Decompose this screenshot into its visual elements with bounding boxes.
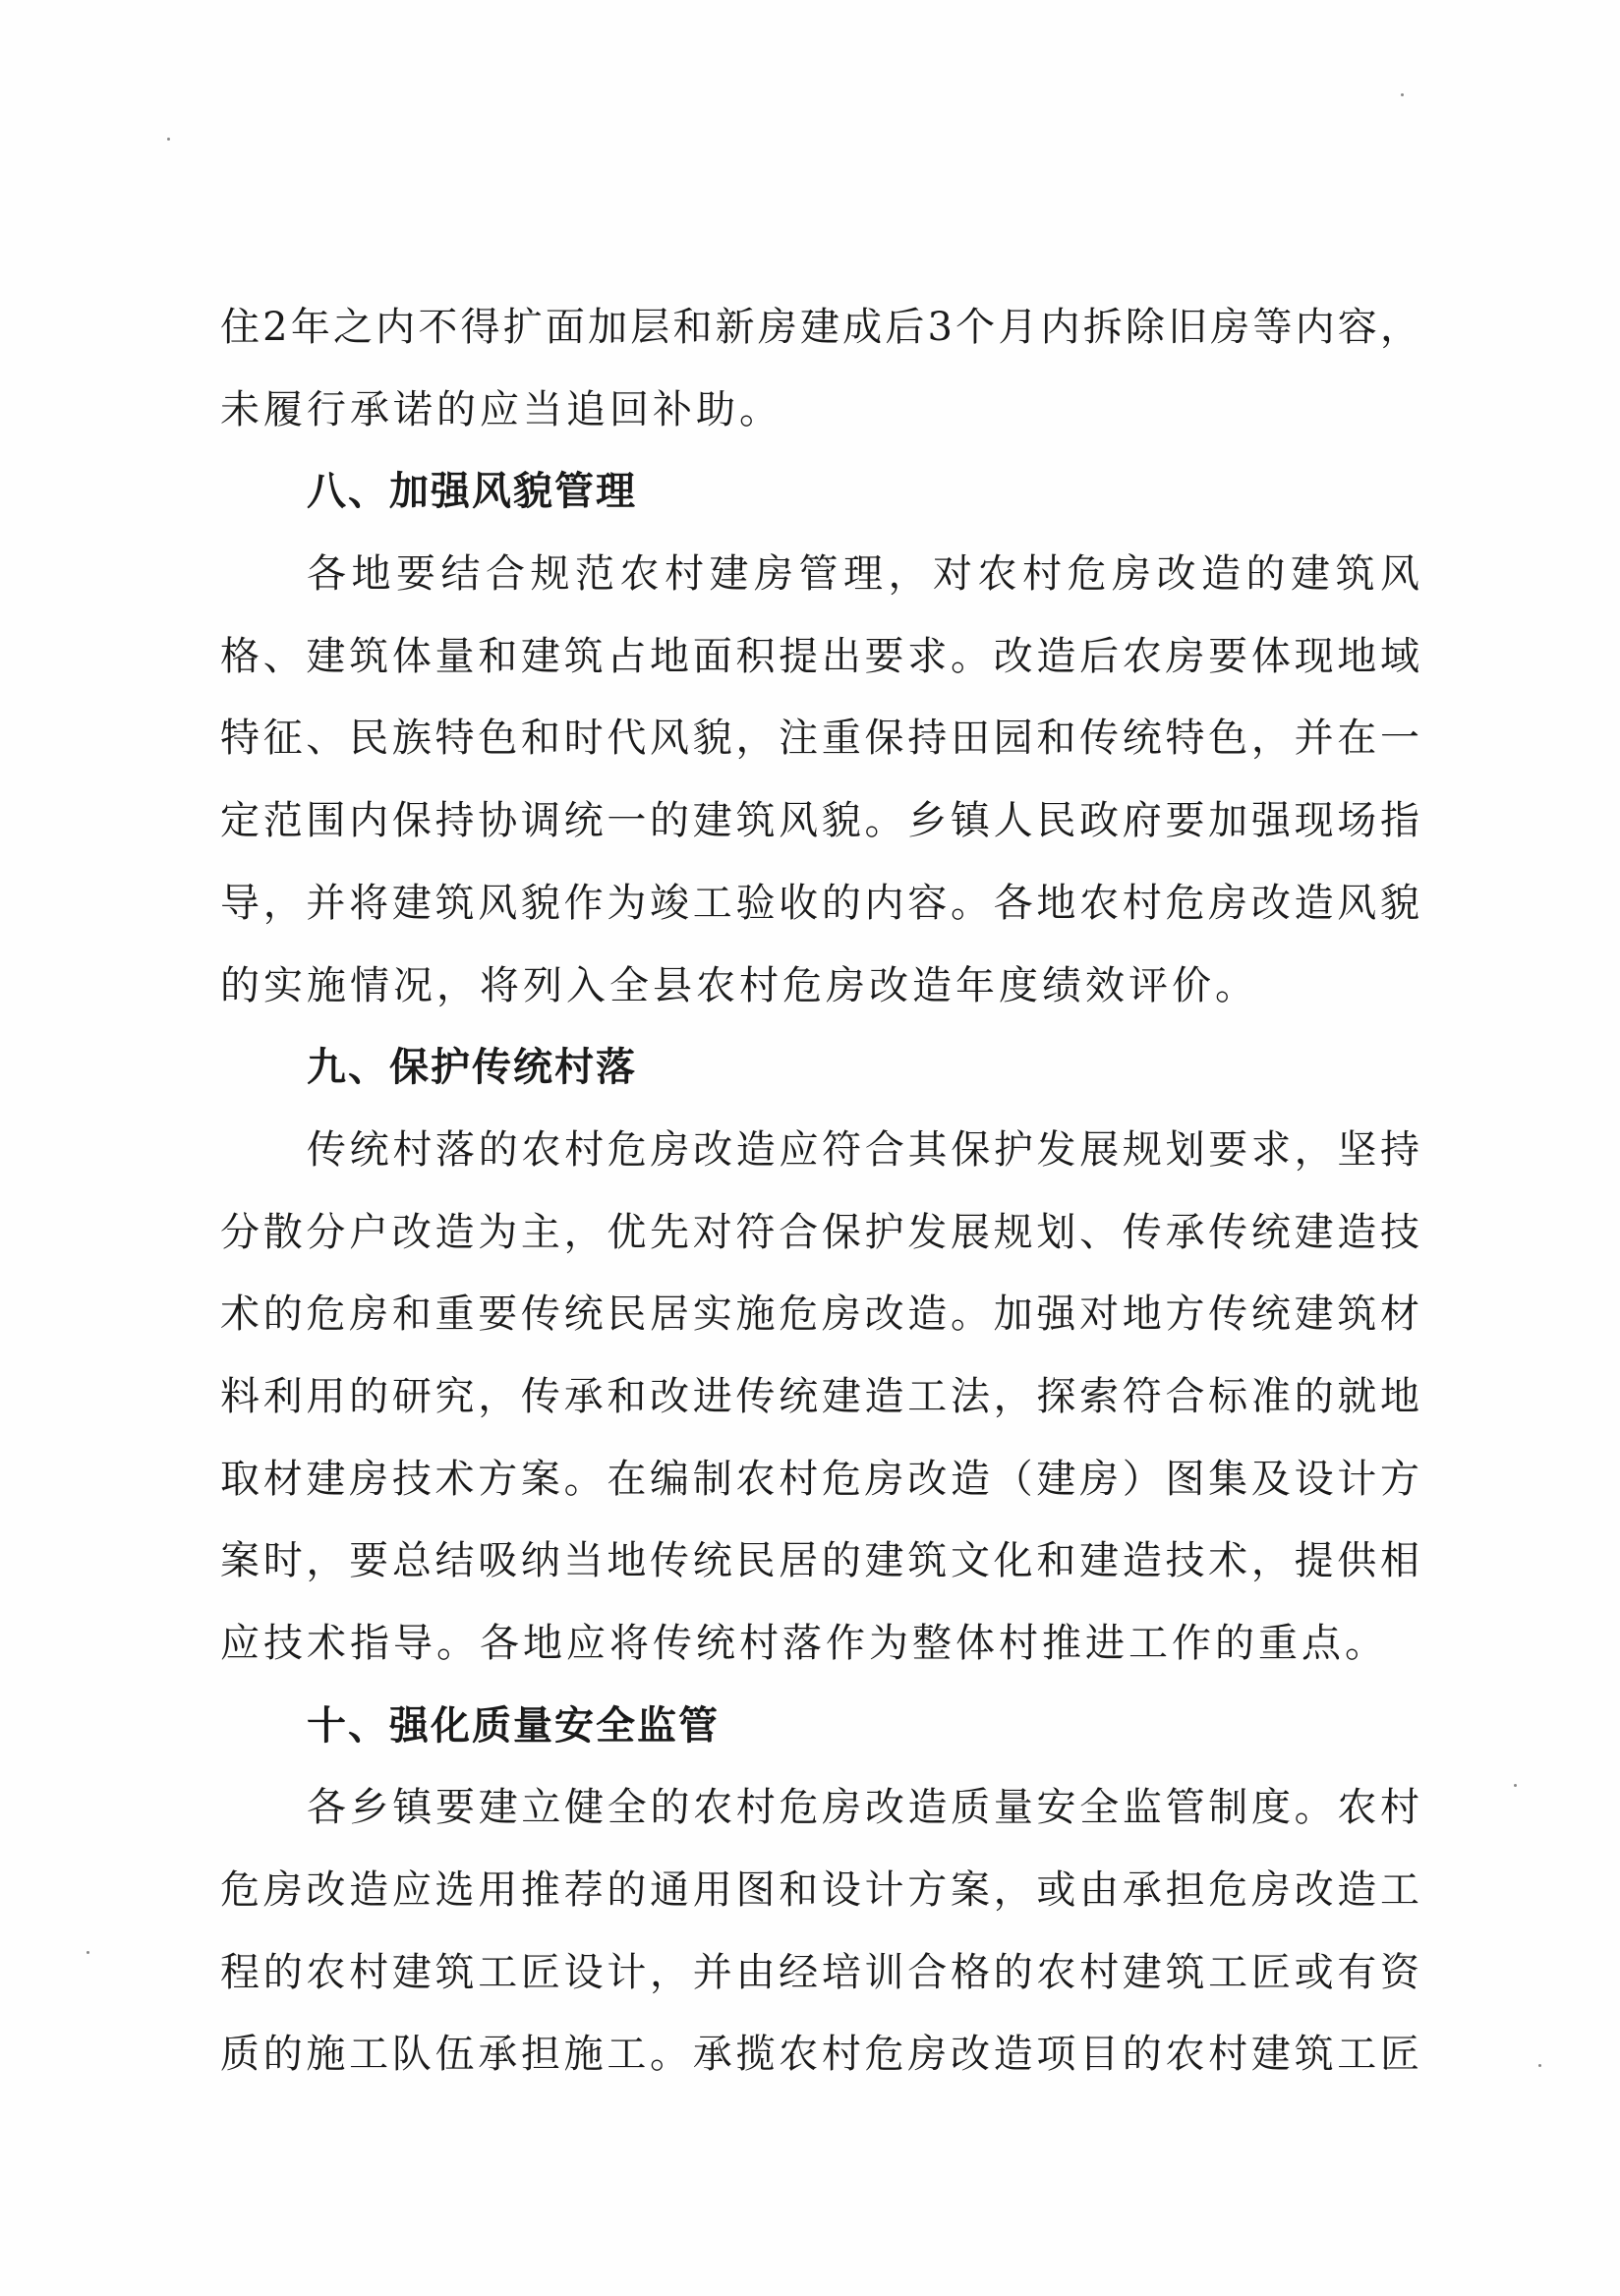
paragraph-line: 传统村落的农村危房改造应符合其保护发展规划要求，坚持 [307, 1126, 1419, 1173]
paragraph-line: 特征、民族特色和时代风貌，注重保持田园和传统特色，并在一 [220, 716, 1419, 762]
paragraph-line: 术的危房和重要传统民居实施危房改造。加强对地方传统建筑材 [220, 1292, 1419, 1338]
paragraph-line: 格、建筑体量和建筑占地面积提出要求。改造后农房要体现地域 [220, 633, 1419, 679]
section-heading: 八、加强风貌管理 [307, 469, 637, 515]
scan-speck [87, 1951, 89, 1954]
scan-speck [167, 138, 170, 141]
paragraph-line: 各地要结合规范农村建房管理，对农村危房改造的建筑风 [307, 551, 1419, 598]
scan-speck [1401, 93, 1404, 96]
paragraph-line: 的实施情况，将列入全县农村危房改造年度绩效评价。 [220, 962, 1258, 1008]
scan-speck [1514, 1784, 1517, 1787]
paragraph-line: 导，并将建筑风貌作为竣工验收的内容。各地农村危房改造风貌 [220, 880, 1419, 926]
section-heading: 十、强化质量安全监管 [307, 1702, 720, 1749]
paragraph-line: 应技术指导。各地应将传统村落作为整体村推进工作的重点。 [220, 1621, 1388, 1666]
paragraph-line: 危房改造应选用推荐的通用图和设计方案，或由承担危房改造工 [220, 1867, 1419, 1914]
paragraph-line: 程的农村建筑工匠设计，并由经培训合格的农村建筑工匠或有资 [220, 1949, 1419, 1995]
paragraph-line: 案时，要总结吸纳当地传统民居的建筑文化和建造技术，提供相 [220, 1538, 1419, 1584]
paragraph-line: 料利用的研究，传承和改进传统建造工法，探索符合标准的就地 [220, 1373, 1419, 1419]
document-body [220, 287, 1419, 2096]
paragraph-line: 取材建房技术方案。在编制农村危房改造（建房）图集及设计方 [220, 1456, 1419, 1502]
section-heading: 九、保护传统村落 [307, 1045, 637, 1091]
scan-speck [1538, 2064, 1541, 2067]
paragraph-line: 质的施工队伍承担施工。承揽农村危房改造项目的农村建筑工匠 [220, 2032, 1419, 2078]
paragraph-line: 住2年之内不得扩面加层和新房建成后3个月内拆除旧房等内容， [220, 305, 1419, 350]
paragraph-line: 定范围内保持协调统一的建筑风貌。乡镇人民政府要加强现场指 [220, 798, 1419, 844]
paragraph-line: 各乡镇要建立健全的农村危房改造质量安全监管制度。农村 [307, 1785, 1419, 1831]
paragraph-line: 未履行承诺的应当追回补助。 [220, 386, 782, 432]
paragraph-line: 分散分户改造为主，优先对符合保护发展规划、传承传统建造技 [220, 1209, 1419, 1255]
